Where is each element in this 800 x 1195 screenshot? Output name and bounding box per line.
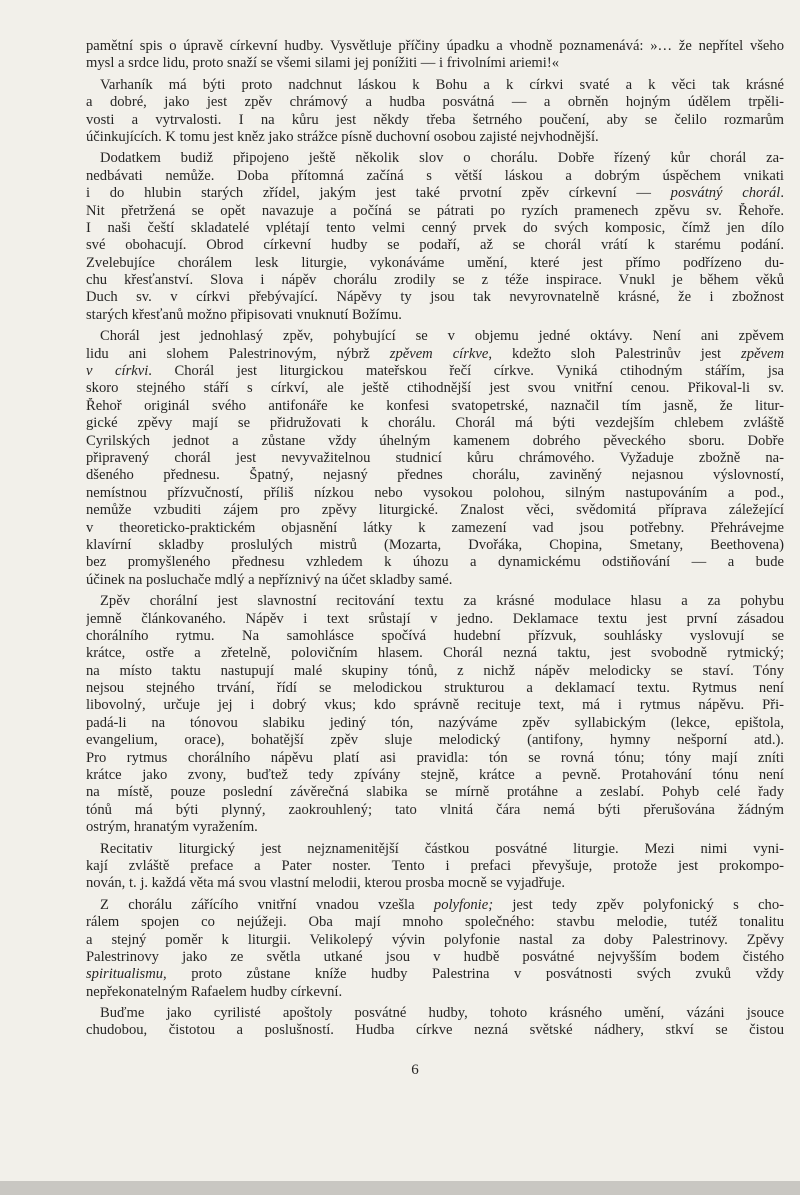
text-line: účinkujících. K tomu jest kněz jako strážce písně duchovní osobou zajisté nejvhodnější. bbox=[86, 128, 599, 145]
text-line: evangelium, orace), bohatější zpěv sluje melodický (antifony, hymny nešporní atd.). bbox=[86, 732, 784, 749]
paragraph bbox=[86, 897, 784, 1001]
italic-text: zpěvem bbox=[741, 345, 784, 362]
text-line: Palestrinovy jako ze světla utkané jsou v hudbě posvátné nejvyšším bodem čistého bbox=[86, 948, 784, 965]
text-line: chorálního rytmu. Na samohlásce spočívá hudební přízvuk, souhlásky vyslovují se bbox=[86, 627, 784, 644]
text-segment: jest tedy zpěv polyfonický s cho- bbox=[493, 896, 784, 913]
text-segment: , proto zůstane kníže hudby Palestrina v posvátnosti svých zvuků vždy bbox=[163, 966, 784, 983]
text-line: na místě, pouze poslední závěrečná slabika se mírně protáhne a zeslabí. Pohyb celé řady bbox=[86, 784, 784, 801]
text-line bbox=[86, 897, 784, 914]
text-line: chudobou, čistotou a poslušností. Hudba církve nezná světské nádhery, stkví se čistou bbox=[86, 1022, 784, 1039]
text-segment: . bbox=[780, 185, 784, 202]
paragraph bbox=[86, 150, 784, 324]
text-line: na místo taktu nastupují malé skupiny tónů, z nichž nápěv melodicky se staví. Tóny bbox=[86, 662, 784, 679]
paragraph bbox=[86, 77, 784, 147]
text-line: Nit přetržená se opět navazuje a počíná se pátrati po ryzích pramenech zpěvu sv. Řehoře. bbox=[86, 202, 784, 219]
text-segment: lidu ani slohem Palestrinovým, nýbrž bbox=[86, 345, 390, 362]
text-segment: . Chorál jest liturgickou mateřskou řečí církve. Vyniká ctihodným stářím, jsa bbox=[148, 363, 784, 380]
text-line: Duch sv. v církvi přebývající. Nápěvy ty jsou tak nevyrovnatelně krásné, že i zbožnost bbox=[86, 289, 784, 306]
text-line: Řehoř originál svého antifonáře ke konfesi svatopetrské, naznačil tím jasně, že litur- bbox=[86, 397, 784, 414]
text-line: dšeného přednesu. Špatný, nejasný přednes chorálu, zaviněný nejasnou výslovností, bbox=[86, 467, 784, 484]
text-line: starých křesťanů možno připisovati vnuknutí Božímu. bbox=[86, 306, 402, 323]
text-line: klavírní skladby proslulých mistrů (Mozarta, Dvořáka, Chopina, Smetany, Beethovena) bbox=[86, 536, 784, 553]
text-line bbox=[86, 185, 784, 202]
text-line: gické zpěvy mají se přidružovati k chorálu. Chorál má býti vezdejším chlebem zvláště bbox=[86, 415, 784, 432]
text-line: jemně článkovaného. Nápěv i text srůstají v jedno. Deklamace textu jest první zásadou bbox=[86, 610, 784, 627]
text-line: I naši čeští skladatelé vplétají tento velmi cenný prvek do svých komposic, čímž jen dílo bbox=[86, 219, 784, 236]
text-line: rálem spojen co nejúžeji. Oba mají mnoho společného: stavbu melodie, tutéž tonalitu bbox=[86, 914, 784, 931]
text-line: účinek na posluchače mdlý a nepříznivý na účet skladby samé. bbox=[86, 571, 453, 588]
text-line: mysl a srdce lidu, proto snaží se všemi silami jej ponížiti — i frivolními ariemi!« bbox=[86, 55, 559, 72]
text-line: Zvelebujíce chorálem lesk liturgie, vykonáváme umění, které jest přímo podřízeno du- bbox=[86, 254, 784, 271]
text-segment: i do hlubin starých zřídel, jakým jest také prvotní zpěv církevní — bbox=[86, 185, 671, 202]
text-line: Pro rytmus chorálního nápěvu platí asi pravidla: tón se rovná tónu; tóny mají zníti bbox=[86, 749, 784, 766]
text-line: nedbávati nemůže. Doba přítomná začíná s větší láskou a dobrým úspěchem vnikati bbox=[86, 167, 784, 184]
text-line bbox=[86, 363, 784, 380]
text-line: Dodatkem budiž připojeno ještě několik slov o chorálu. Dobře řízený kůr chorál za- bbox=[100, 150, 784, 167]
paragraph bbox=[86, 38, 784, 73]
italic-text: spiritualismu bbox=[86, 966, 164, 983]
italic-text: zpěvem církve bbox=[389, 345, 489, 362]
page-number: 6 bbox=[411, 1062, 419, 1078]
text-line: tónů má býti plynný, zaokrouhlený; tato vlnitá čára nemá býti přerušována žádným bbox=[86, 801, 784, 818]
paragraph bbox=[86, 328, 784, 589]
text-line: Varhaník má býti proto nadchnut láskou k Bohu a k církvi svaté a k věci tak krásné bbox=[100, 76, 784, 93]
text-line: Zpěv chorální jest slavnostní recitování textu za krásné modulace hlasu a za pohybu bbox=[100, 593, 784, 610]
paragraph bbox=[86, 841, 784, 893]
text-line: nemístnou přízvučností, příliš nízkou nebo vysokou polohou, silným nastupováním a pod., bbox=[86, 484, 784, 501]
scan-edge bbox=[0, 1181, 800, 1195]
text-line: ostrým, hranatým vyražením. bbox=[86, 819, 258, 836]
text-line: své obohacují. Obrod církevní hudby se podaří, až se chorál vrátí k starému podání. bbox=[86, 237, 784, 254]
text-line: vosti a vytrvalosti. I na kůru jest někdy třeba šetrného poučení, aby se čelilo rozmarům bbox=[86, 111, 784, 128]
text-line: Buďme jako cyrilisté apoštoly posvátné hudby, tohoto krásného umění, vázáni jsouce bbox=[100, 1005, 784, 1022]
paragraph bbox=[86, 593, 784, 836]
italic-text: v církvi bbox=[86, 363, 149, 380]
text-segment: , kdežto sloh Palestrinův jest bbox=[488, 345, 742, 362]
paragraph bbox=[86, 1005, 784, 1040]
text-line: nován, t. j. každá věta má svou vlastní melodii, kterou prosba mocně se vyjadřuje. bbox=[86, 875, 566, 892]
text-line: pamětní spis o úpravě církevní hudby. Vysvětluje příčiny úpadku a vhodně poznamenává: »… že nepřítel všeho bbox=[86, 38, 784, 54]
italic-text: posvátný chorál bbox=[670, 185, 781, 202]
text-line: a dobré, jako jest zpěv chrámový a hudba posvátná — a obrněn hojným údělem trpěli- bbox=[86, 94, 784, 111]
document-page bbox=[86, 38, 784, 1044]
text-line: libovolný, určuje jej i dobrý vkus; kdo správně recituje text, má i rytmus nápěvu. Při- bbox=[86, 697, 784, 714]
text-segment: Z chorálu zářícího vnitřní vnadou vzešla bbox=[100, 896, 434, 913]
text-line: skoro stejného stáří s církví, ale ještě ctihodnější jest svou vnitřní cenou. Přikoval-li sv. bbox=[86, 380, 784, 397]
text-line: a stejný poměr k liturgii. Velikolepý vývin polyfonie nastal za doby Palestrinovy. Zpěvy bbox=[86, 931, 784, 948]
text-line: Chorál jest jednohlasý zpěv, pohybující se v objemu jedné oktávy. Není ani zpěvem bbox=[100, 328, 784, 345]
text-line: nejsou stejného trvání, řídí se melodickou strukturou a deklamací textu. Rytmus není bbox=[86, 680, 784, 697]
text-line bbox=[86, 966, 784, 983]
text-line: Cyrilských jednot a zůstane vždy úhelným kamenem dobrého pěveckého sboru. Dobře bbox=[86, 432, 784, 449]
text-line: chu křesťanství. Slova i nápěv chorálu zrodily se z téže inspirace. Vnukl je během věků bbox=[86, 272, 784, 289]
text-line: kají zvláště preface a Pater noster. Tento i prefaci převyšuje, protože jest prokompo- bbox=[86, 857, 784, 874]
text-line: krátce, ostře a zřetelně, polovičním hlasem. Chorál nezná taktu, jest svobodně rytmický; bbox=[86, 645, 784, 662]
italic-text: polyfonie; bbox=[433, 896, 494, 913]
text-line: padá-li na tónovou slabiku jediný tón, nazýváme zpěv syllabickým (lekce, epištola, bbox=[86, 714, 784, 731]
text-line bbox=[86, 346, 784, 363]
text-line: připravený chorál jest nevyvažitelnou studnicí kůru chrámového. Vyžaduje zbožně na- bbox=[86, 449, 784, 466]
text-line: nemůže vzbuditi zájem pro zpěvy liturgické. Znalost věci, svědomitá příprava záležející bbox=[86, 502, 784, 519]
text-line: krátce jako zvony, buďtež tedy zpívány stejně, krátce a pevně. Protahování tónu není bbox=[86, 767, 784, 784]
text-line: v theoreticko-praktickém objasnění látky k zamezení vad jsou potřebny. Přehrávejme bbox=[86, 519, 784, 536]
text-line: bez promyšleného přednesu vzhledem k úhozu a dynamickému odstiňování — a bude bbox=[86, 554, 784, 571]
text-line: Recitativ liturgický jest nejznamenitější částkou posvátné liturgie. Mezi nimi vyni- bbox=[100, 840, 784, 857]
text-line: nepřekonatelným Rafaelem hudby církevní. bbox=[86, 983, 343, 1000]
